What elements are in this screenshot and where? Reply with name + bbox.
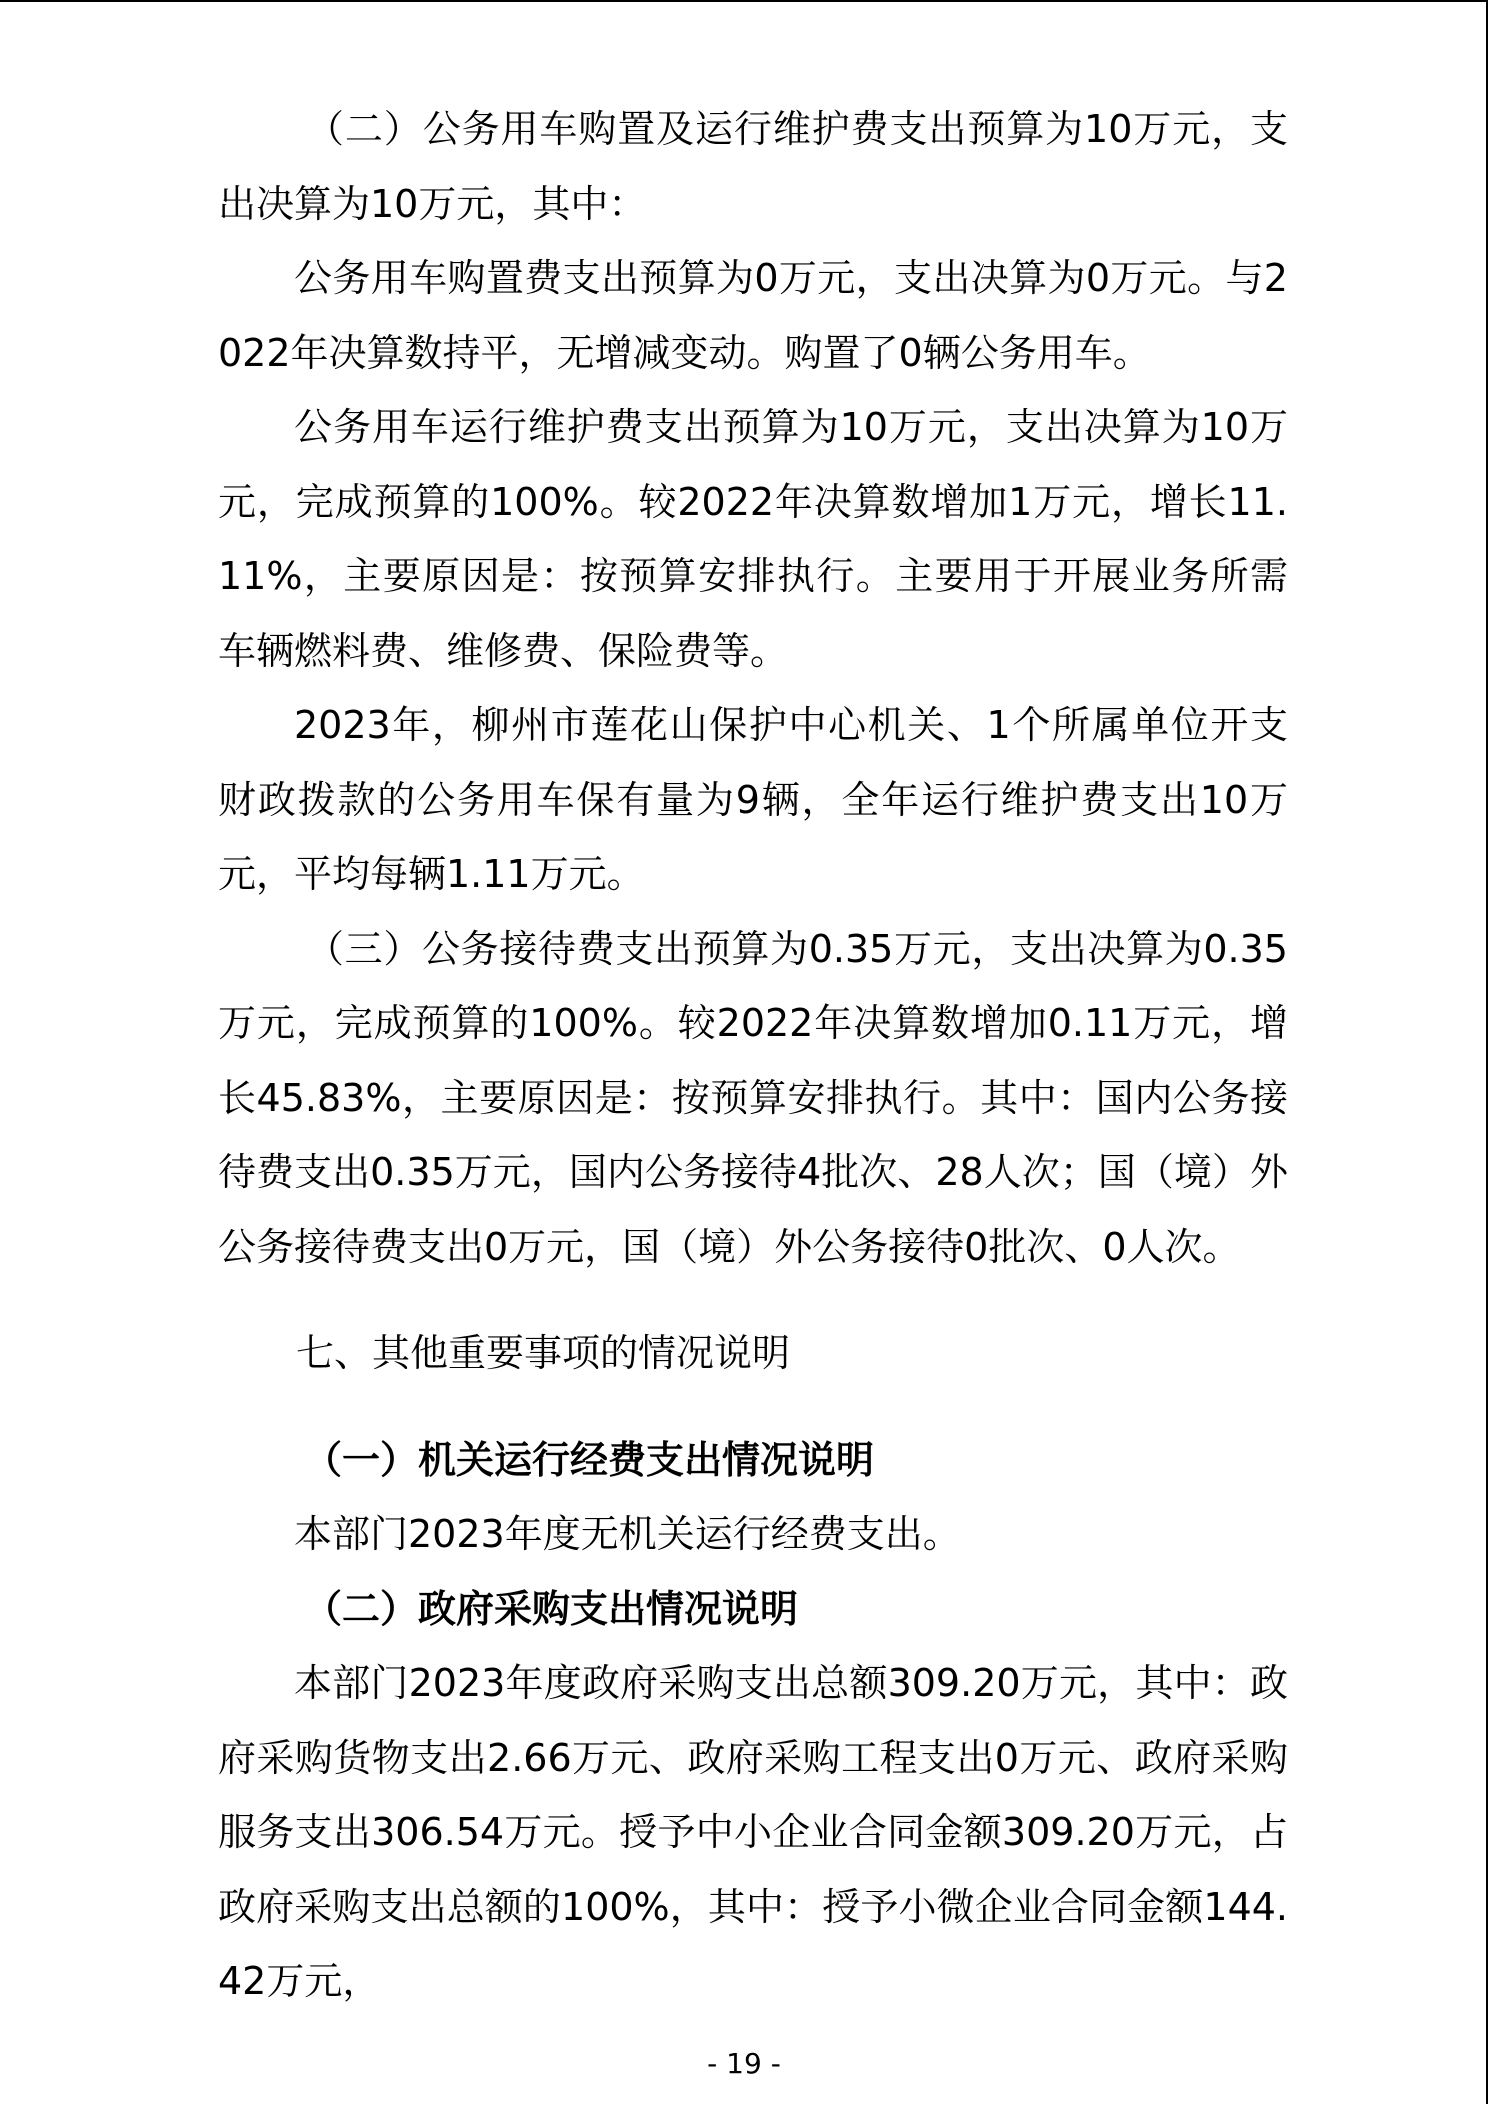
section-heading-other-matters: 七、其他重要事项的情况说明 — [296, 1331, 791, 1375]
page-border-top — [0, 0, 1488, 2]
document-body — [218, 92, 1288, 2019]
page-number: - 19 - — [707, 2047, 781, 2080]
paragraph-vehicle-fleet: 2023年，柳州市莲花山保护中心机关、1个所属单位开支财政拨款的公务用车保有量为9辆，全年运行维护费支出10万元，平均每辆1.11万元。 — [218, 703, 1288, 896]
paragraph-procurement: 本部门2023年度政府采购支出总额309.20万元，其中：政府采购货物支出2.66万元、政府采购工程支出0万元、政府采购服务支出306.54万元。授予中小企业合同金额309.20万元，占政府采购支出总额的100%，其中：授予小微企业合同金额144.42万元， — [218, 1661, 1288, 2003]
paragraph-vehicle-maintenance: 公务用车运行维护费支出预算为10万元，支出决算为10万元，完成预算的100%。较2022年决算数增加1万元，增长11.11%，主要原因是：按预算安排执行。主要用于开展业务所需车辆燃料费、维修费、保险费等。 — [218, 405, 1288, 673]
paragraph-reception-expense: （三）公务接待费支出预算为0.35万元，支出决算为0.35万元，完成预算的100%。较2022年决算数增加0.11万元，增长45.83%，主要原因是：按预算安排执行。其中：国内公务接待费支出0.35万元，国内公务接待4批次、28人次；国（境）外公务接待费支出0万元，国（境）外公务接待0批次、0人次。 — [218, 926, 1288, 1269]
paragraph-vehicle-expense-summary: （二）公务用车购置及运行维护费支出预算为10万元，支出决算为10万元，其中： — [218, 107, 1288, 226]
paragraph-operating-costs: 本部门2023年度无机关运行经费支出。 — [294, 1512, 961, 1556]
subsection-heading-operating-costs: （一）机关运行经费支出情况说明 — [304, 1437, 875, 1482]
paragraph-vehicle-purchase: 公务用车购置费支出预算为0万元，支出决算为0万元。与2022年决算数持平，无增减变动。购置了0辆公务用车。 — [218, 256, 1288, 375]
subsection-heading-procurement: （二）政府采购支出情况说明 — [304, 1586, 799, 1631]
